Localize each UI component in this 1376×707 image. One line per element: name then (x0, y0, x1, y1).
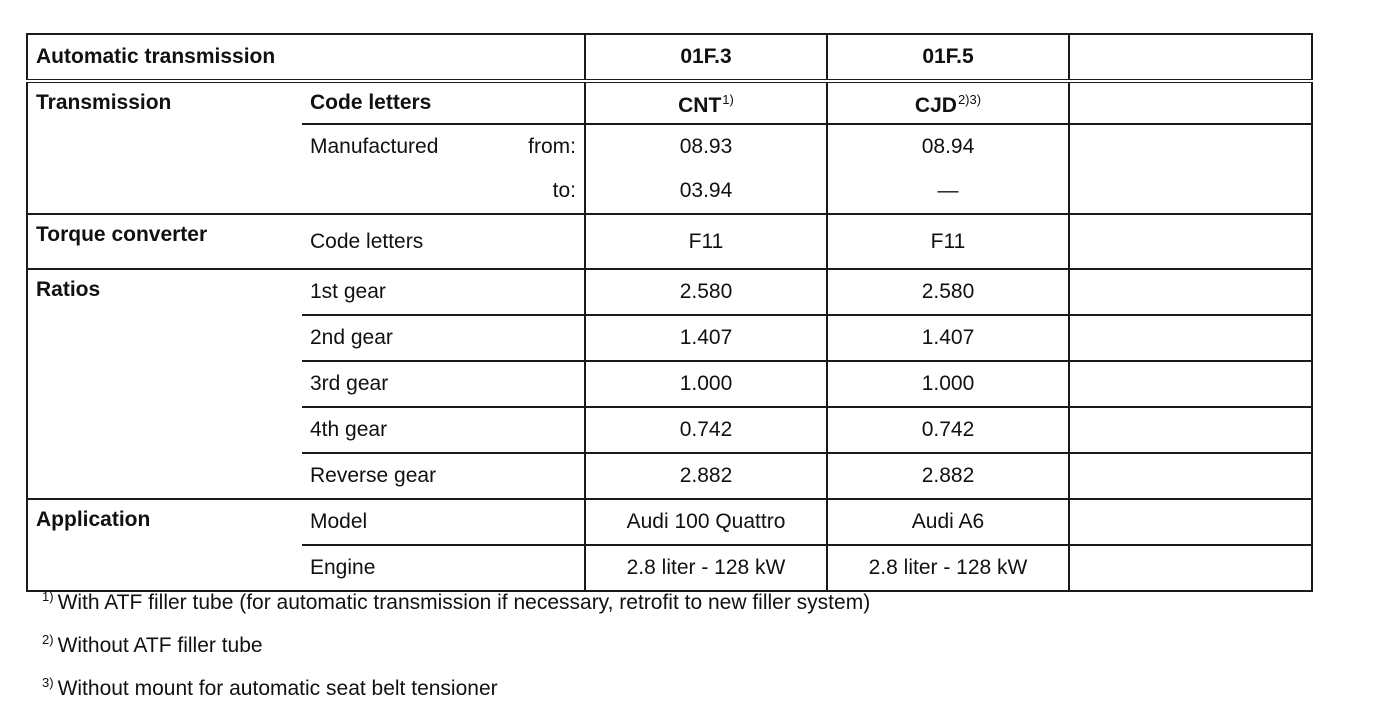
ratio-value-01f3: 0.742 (585, 407, 827, 453)
engine-value-01f5: 2.8 liter - 128 kW (827, 545, 1069, 591)
empty-cell (1069, 545, 1312, 591)
empty-cell (1069, 269, 1312, 315)
ratio-value-01f3: 1.407 (585, 315, 827, 361)
footnote-2 (42, 621, 870, 664)
gear-label: 4th gear (302, 407, 585, 453)
to-label: to: (552, 179, 576, 202)
torque-code-label: Code letters (302, 214, 585, 269)
empty-cell (1069, 407, 1312, 453)
table-row (27, 499, 1312, 545)
from-value-01f5: 08.94 (827, 124, 1069, 169)
footnote-text: With ATF filler tube (for automatic transmission if necessary, retrofit to new filler system) (57, 591, 871, 614)
footnote-mark: 2) (42, 632, 54, 647)
ratio-value-01f3: 2.580 (585, 269, 827, 315)
section-label-application: Application (27, 499, 302, 591)
empty-cell (1069, 499, 1312, 545)
section-label-torque-converter: Torque converter (27, 214, 302, 269)
ratio-value-01f5: 2.580 (827, 269, 1069, 315)
footnote-ref: 2)3) (957, 92, 982, 107)
engine-value-01f3: 2.8 liter - 128 kW (585, 545, 827, 591)
footnote-mark: 3) (42, 675, 54, 690)
ratio-value-01f5: 1.407 (827, 315, 1069, 361)
column-header-01f5: 01F.5 (827, 34, 1069, 81)
code-letters-label: Code letters (302, 81, 585, 124)
engine-label: Engine (302, 545, 585, 591)
from-value-01f3: 08.93 (585, 124, 827, 169)
section-label-ratios: Ratios (27, 269, 302, 499)
table-row (27, 269, 1312, 315)
table-title: Automatic transmission (27, 34, 585, 81)
table-row (27, 81, 1312, 124)
footnote-1 (42, 578, 870, 621)
ratio-value-01f3: 2.882 (585, 453, 827, 499)
footnote-3 (42, 664, 870, 707)
empty-cell (1069, 81, 1312, 124)
model-value-01f5: Audi A6 (827, 499, 1069, 545)
footnote-ref: 1) (722, 92, 734, 107)
footnotes (42, 578, 870, 707)
section-label-transmission: Transmission (27, 81, 302, 214)
torque-value-01f5: F11 (827, 214, 1069, 269)
to-value-01f5: — (827, 169, 1069, 214)
empty-cell (1069, 169, 1312, 214)
torque-value-01f3: F11 (585, 214, 827, 269)
to-cell (302, 169, 585, 214)
manufactured-label: Manufactured (310, 135, 439, 158)
code-value-01f3: CNT$^{1)}$ (585, 81, 827, 124)
ratio-value-01f3: 1.000 (585, 361, 827, 407)
column-header-empty (1069, 34, 1312, 81)
empty-cell (1069, 453, 1312, 499)
transmission-spec-table (26, 33, 1313, 592)
empty-cell (1069, 315, 1312, 361)
to-value-01f3: 03.94 (585, 169, 827, 214)
table-row (27, 214, 1312, 269)
from-label: from: (528, 135, 576, 158)
manufactured-from-cell (302, 124, 585, 169)
gear-label: 1st gear (302, 269, 585, 315)
ratio-value-01f5: 2.882 (827, 453, 1069, 499)
footnote-text: Without ATF filler tube (57, 634, 263, 657)
empty-cell (1069, 214, 1312, 269)
gear-label: Reverse gear (302, 453, 585, 499)
gear-label: 3rd gear (302, 361, 585, 407)
gear-label: 2nd gear (302, 315, 585, 361)
table-header-row (27, 34, 1312, 81)
footnote-mark: 1) (42, 589, 54, 604)
model-label: Model (302, 499, 585, 545)
model-value-01f3: Audi 100 Quattro (585, 499, 827, 545)
empty-cell (1069, 361, 1312, 407)
footnote-text: Without mount for automatic seat belt tensioner (57, 677, 498, 700)
code-value-01f5: $CJD^{2)3)}$ (827, 81, 1069, 124)
column-header-01f3: 01F.3 (585, 34, 827, 81)
ratio-value-01f5: 0.742 (827, 407, 1069, 453)
empty-cell (1069, 124, 1312, 169)
ratio-value-01f5: 1.000 (827, 361, 1069, 407)
